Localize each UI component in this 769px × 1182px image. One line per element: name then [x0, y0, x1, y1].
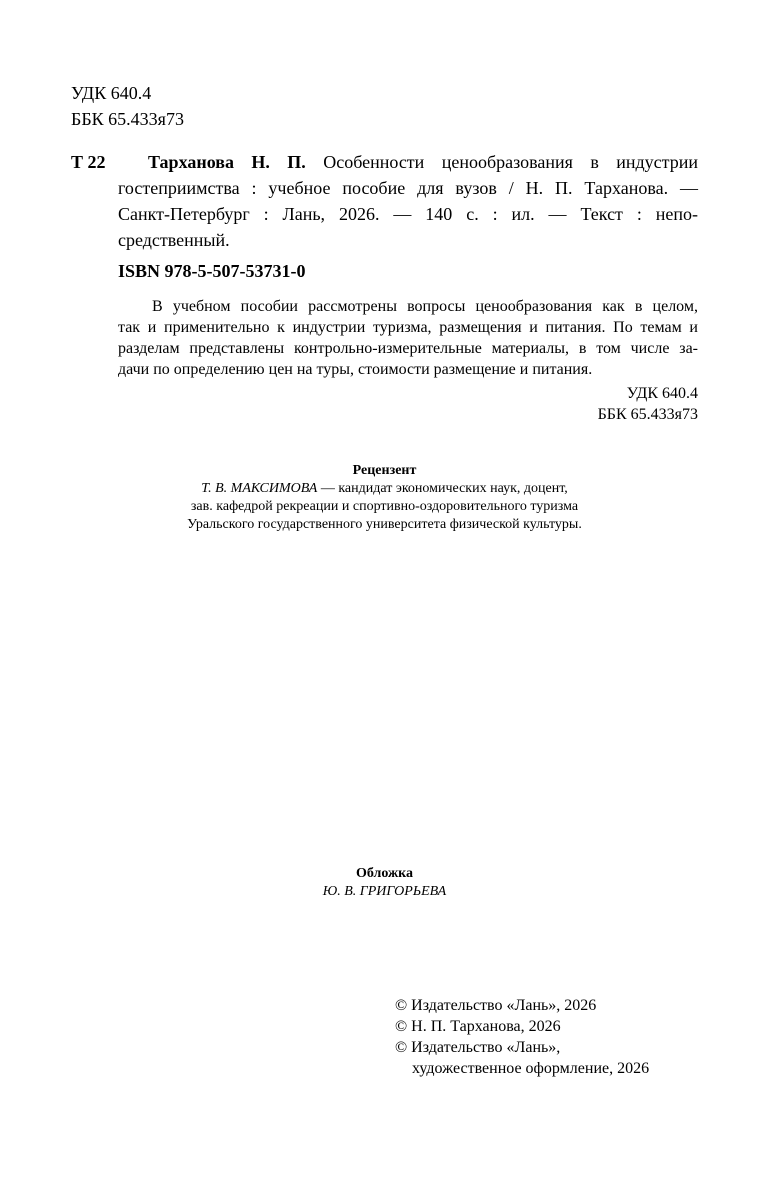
entry-title: Особенности ценообразования в индустрии: [323, 152, 698, 172]
bbk-right: ББК 65.433я73: [597, 406, 698, 423]
entry-author: Тарханова Н. П.: [148, 152, 306, 172]
isbn: ISBN 978-5-507-53731-0: [118, 261, 306, 281]
udk-right: УДК 640.4: [626, 385, 698, 402]
reviewer-degree: — кандидат экономических наук, доцент,: [317, 481, 568, 496]
annotation-line-2: так и применительно к индустрии туризма, размещения и питания. По темам и: [118, 319, 698, 336]
copyright-line-4: художественное оформление, 2026: [412, 1060, 650, 1077]
copyright-line-2: © Н. П. Тарханова, 2026: [395, 1018, 561, 1035]
entry-line-4: средственный.: [118, 230, 230, 250]
bbk-code: ББК 65.433я73: [71, 109, 184, 129]
reviewer-name: Т. В. МАКСИМОВА: [201, 481, 318, 496]
reviewer-heading: Рецензент: [352, 463, 417, 478]
annotation-line-3: разделам представлены контрольно-измерительные материалы, в том числе за-: [118, 340, 698, 357]
reviewer-line-1: [0, 480, 769, 498]
cover-designer: Ю. В. ГРИГОРЬЕВА: [322, 884, 447, 899]
udk-code: УДК 640.4: [71, 83, 152, 103]
entry-line-2: гостеприимства : учебное пособие для вузов / Н. П. Тарханова. —: [118, 178, 698, 198]
entry-line-1: [148, 149, 698, 175]
reviewer-line-2: зав. кафедрой рекреации и спортивно-оздоровительного туризма: [190, 499, 579, 514]
reviewer-line-3: Уральского государственного университета физической культуры.: [187, 517, 582, 532]
author-mark: Т 22: [71, 152, 106, 172]
copyright-line-1: © Издательство «Лань», 2026: [395, 997, 597, 1014]
copyright-line-3: © Издательство «Лань»,: [395, 1039, 561, 1056]
cover-heading: Обложка: [355, 866, 414, 881]
annotation-line-1: В учебном пособии рассмотрены вопросы ценообразования как в целом,: [152, 298, 698, 315]
annotation-line-4: дачи по определению цен на туры, стоимости размещение и питания.: [118, 361, 593, 378]
entry-line-3: Санкт-Петербург : Лань, 2026. — 140 с. : ил. — Текст : непо-: [118, 204, 698, 224]
